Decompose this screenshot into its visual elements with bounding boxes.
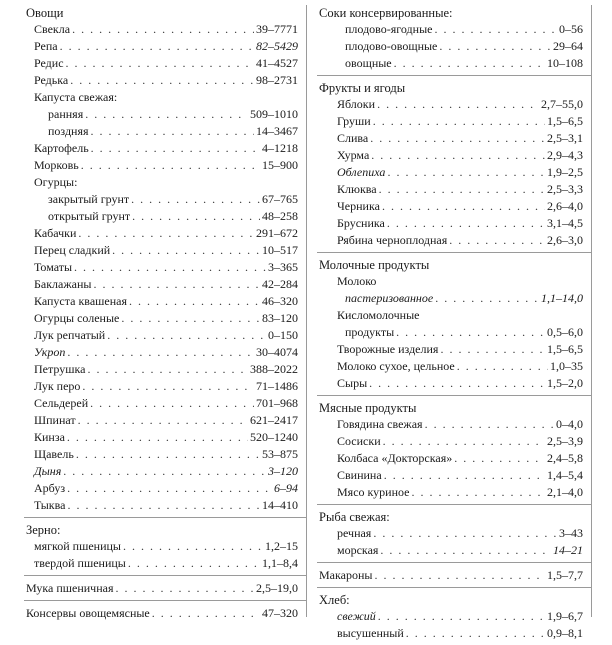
product-name: Тыква [34,498,66,512]
table-section [317,567,591,588]
value-range: 0–56 [559,22,583,36]
row-group-label: Молоко [337,274,377,288]
leader-dots [74,259,266,276]
leader-dots [81,157,260,174]
value-range: 30–4074 [256,345,298,359]
table-row [24,480,306,497]
product-name: свежий [337,609,376,623]
value-range: 520–1240 [250,430,298,444]
table-row [24,580,306,597]
value-range: 1,9–2,5 [547,165,583,179]
leader-dots [384,467,545,484]
product-name: Укроп [34,345,66,359]
product-name: Слива [337,131,369,145]
value-range: 388–2022 [250,362,298,376]
value-range: 41–4527 [256,56,298,70]
product-name: Свинина [337,468,382,482]
value-range: 2,6–4,0 [547,199,583,213]
table-row [24,293,306,310]
table-row [24,429,306,446]
table-row [317,358,591,375]
table-row [24,555,306,572]
row-group-label: Огурцы: [34,175,78,189]
table-row [317,567,591,584]
table-row [24,157,306,174]
leader-dots [90,395,254,412]
value-range: 71–1486 [256,379,298,393]
row-group-label: Капуста свежая: [34,90,118,104]
value-range: 2,4–5,8 [547,451,583,465]
leader-dots [371,147,545,164]
table-section [317,592,591,645]
product-name: мягкой пшеницы [34,539,121,553]
value-range: 67–765 [262,192,298,206]
value-range: 1,5–6,5 [547,114,583,128]
table-row [24,38,306,55]
table-row [317,55,591,72]
table-section [24,605,306,625]
table-row [317,625,591,642]
leader-dots [454,450,545,467]
product-name: Свекла [34,22,71,36]
product-name: Творожные изделия [337,342,439,356]
product-name: Морковь [34,158,79,172]
value-range: 0–4,0 [556,417,583,431]
table-row [24,259,306,276]
value-range: 14–21 [553,543,583,557]
product-name: Колбаса «Докторская» [337,451,453,465]
table-row [317,164,591,181]
product-name: речная [337,526,372,540]
product-name: плодово-овощные [345,39,438,53]
product-name: овощные [345,56,392,70]
table-row [317,416,591,433]
table-row [24,21,306,38]
value-range: 291–672 [256,226,298,240]
value-range: 1,9–6,7 [547,609,583,623]
product-name: Лук репчатый [34,328,106,342]
product-name: Щавель [34,447,74,461]
table-row [24,140,306,157]
leader-dots [129,293,260,310]
value-range: 2,5–3,1 [547,131,583,145]
value-range: 2,7–55,0 [541,97,583,111]
section-heading: Молочные продукты [319,258,430,272]
leader-dots [112,242,260,259]
product-name: Говядина свежая [337,417,423,431]
product-name: Брусника [337,216,385,230]
table-section [317,257,591,396]
leader-dots [373,525,557,542]
section-heading: Мясные продукты [319,401,417,415]
table-section [317,80,591,253]
product-name: Макароны [319,568,373,582]
value-range: 42–284 [262,277,298,291]
leader-dots [382,198,545,215]
product-name: поздняя [48,124,89,138]
product-name: Картофель [34,141,89,155]
section-heading: Овощи [26,6,64,20]
table-row [317,215,591,232]
product-name: Кабачки [34,226,77,240]
product-name: Редис [34,56,64,70]
value-range: 48–258 [262,209,298,223]
leader-dots [387,164,545,181]
leader-dots [87,361,248,378]
value-range: 2,5–3,3 [547,182,583,196]
value-range: 10–108 [547,56,583,70]
value-range: 82–5429 [256,39,298,53]
product-name: Яблоки [337,97,376,111]
table-row [24,378,306,395]
value-range: 3,1–4,5 [547,216,583,230]
value-range: 1,0–35 [550,359,583,373]
right-column [317,5,592,640]
leader-dots [457,358,548,375]
leader-dots [370,130,545,147]
product-name: открытый грунт [48,209,131,223]
product-name: морская [337,543,379,557]
product-name: Репа [34,39,58,53]
product-name: плодово-ягодные [345,22,433,36]
leader-dots [439,38,551,55]
leader-dots [378,608,545,625]
leader-dots [377,96,539,113]
value-range: 0–150 [268,328,298,342]
value-range: 2,1–4,0 [547,485,583,499]
product-name: ранняя [48,107,84,121]
table-row [317,21,591,38]
table-row [317,290,591,307]
leader-dots [107,327,266,344]
leader-dots [67,480,272,497]
leader-dots [70,72,254,89]
value-range: 1,1–8,4 [262,556,298,570]
value-range: 46–320 [262,294,298,308]
product-name: Мука пшеничная [26,581,114,595]
product-name: Сыры [337,376,368,390]
product-name: Молоко сухое, цельное [337,359,455,373]
table-row [24,123,306,140]
product-name: высушенный [337,626,404,640]
table-row [24,310,306,327]
leader-dots [387,215,545,232]
product-name: Сельдерей [34,396,89,410]
value-range: 6–94 [274,481,298,495]
value-range: 83–120 [262,311,298,325]
table-row [317,198,591,215]
leader-dots [394,55,545,72]
leader-dots [85,106,248,123]
table-row [317,525,591,542]
table-row [24,72,306,89]
section-heading: Фрукты и ягоды [319,81,406,95]
product-name: Шпинат [34,413,76,427]
value-range: 2,5–19,0 [256,581,298,595]
leader-dots [67,344,254,361]
leader-dots [63,463,266,480]
table-row [24,361,306,378]
leader-dots [91,140,260,157]
product-name: Облепиха [337,165,386,179]
table-row [24,242,306,259]
table-row [317,608,591,625]
product-name: Дыня [34,464,62,478]
value-range: 14–410 [262,498,298,512]
value-range: 2,6–3,0 [547,233,583,247]
section-heading: Рыба свежая: [319,510,390,524]
value-range: 621–2417 [250,413,298,427]
leader-dots [132,208,260,225]
product-name: продукты [345,325,395,339]
table-row [317,232,591,249]
leader-dots [152,605,260,622]
section-heading: Зерно: [26,523,61,537]
table-row [24,446,306,463]
value-range: 3–43 [559,526,583,540]
leader-dots [67,429,248,446]
table-section [317,5,591,76]
value-range: 10–517 [262,243,298,257]
value-range: 1,4–5,4 [547,468,583,482]
section-heading: Хлеб: [319,593,350,607]
product-name: Мясо куриное [337,485,410,499]
leader-dots [406,625,545,642]
product-name: Редька [34,73,69,87]
table-row [24,497,306,514]
product-name: Баклажаны [34,277,92,291]
table-section [317,400,591,505]
leader-dots [67,497,260,514]
table-row [24,463,306,480]
value-range: 14–3467 [256,124,298,138]
table-section [24,522,306,576]
table-row [24,395,306,412]
section-heading: Соки консервированные: [319,6,453,20]
product-name: Кинза [34,430,65,444]
value-range: 39–7771 [256,22,298,36]
table-row [24,225,306,242]
table-row [24,412,306,429]
product-name: Лук перо [34,379,81,393]
table-section [317,509,591,563]
leader-dots [434,21,557,38]
table-row [317,341,591,358]
leader-dots [66,55,254,72]
leader-dots [369,375,545,392]
product-name: Томаты [34,260,73,274]
table-row [24,55,306,72]
value-range: 3–120 [268,464,298,478]
leader-dots [374,567,545,584]
table-row [317,433,591,450]
leader-dots [449,232,545,249]
table-row [317,38,591,55]
product-name: пастеризованное [345,291,434,305]
value-range: 0,5–6,0 [547,325,583,339]
value-range: 4–1218 [262,141,298,155]
table-row [317,467,591,484]
value-range: 1,5–2,0 [547,376,583,390]
product-name: Капуста квашеная [34,294,127,308]
product-name: Клюква [337,182,377,196]
leader-dots [72,21,254,38]
leader-dots [128,555,260,572]
value-range: 53–875 [262,447,298,461]
table-row [317,113,591,130]
leader-dots [78,225,254,242]
table-row [24,191,306,208]
leader-dots [78,412,248,429]
leader-dots [115,580,254,597]
leader-dots [60,38,254,55]
table-row [24,208,306,225]
leader-dots [440,341,545,358]
value-range: 1,1–14,0 [541,291,583,305]
left-column [24,5,307,620]
product-name: Хурма [337,148,370,162]
table-row [317,542,591,559]
value-range: 509–1010 [250,107,298,121]
leader-dots [425,416,554,433]
table-row [24,605,306,622]
leader-dots [373,113,545,130]
table-row [24,538,306,555]
product-name: Арбуз [34,481,66,495]
leader-dots [383,433,545,450]
product-name: Перец сладкий [34,243,111,257]
table-row [24,344,306,361]
table-row [317,375,591,392]
leader-dots [91,123,254,140]
value-range: 701–968 [256,396,298,410]
row-group-label: Кисломолочные [337,308,420,322]
value-range: 2,5–3,9 [547,434,583,448]
table-row [24,327,306,344]
leader-dots [380,542,551,559]
table-row [24,106,306,123]
product-name: Груши [337,114,371,128]
table-row [317,130,591,147]
table-section [24,580,306,601]
leader-dots [76,446,260,463]
leader-dots [396,324,545,341]
value-range: 47–320 [262,606,298,620]
value-range: 1,5–6,5 [547,342,583,356]
table-row [317,450,591,467]
product-name: Рябина черноплодная [337,233,448,247]
table-row [317,324,591,341]
table-row [317,181,591,198]
leader-dots [435,290,539,307]
table-row [317,147,591,164]
value-range: 1,2–15 [265,539,298,553]
leader-dots [93,276,260,293]
leader-dots [121,310,260,327]
product-name: твердой пшеницы [34,556,126,570]
table-row [24,276,306,293]
product-name: закрытый грунт [48,192,130,206]
value-range: 98–2731 [256,73,298,87]
value-range: 3–365 [268,260,298,274]
leader-dots [82,378,254,395]
value-range: 15–900 [262,158,298,172]
leader-dots [412,484,546,501]
leader-dots [123,538,263,555]
product-name: Консервы овощемясные [26,606,150,620]
leader-dots [131,191,260,208]
value-range: 0,9–8,1 [547,626,583,640]
value-range: 29–64 [553,39,583,53]
value-range: 2,9–4,3 [547,148,583,162]
product-name: Огурцы соленые [34,311,120,325]
table-row [317,484,591,501]
value-range: 1,5–7,7 [547,568,583,582]
product-name: Сосиски [337,434,381,448]
product-name: Петрушка [34,362,86,376]
table-section [24,5,306,518]
leader-dots [379,181,545,198]
table-row [317,96,591,113]
product-name: Черника [337,199,380,213]
